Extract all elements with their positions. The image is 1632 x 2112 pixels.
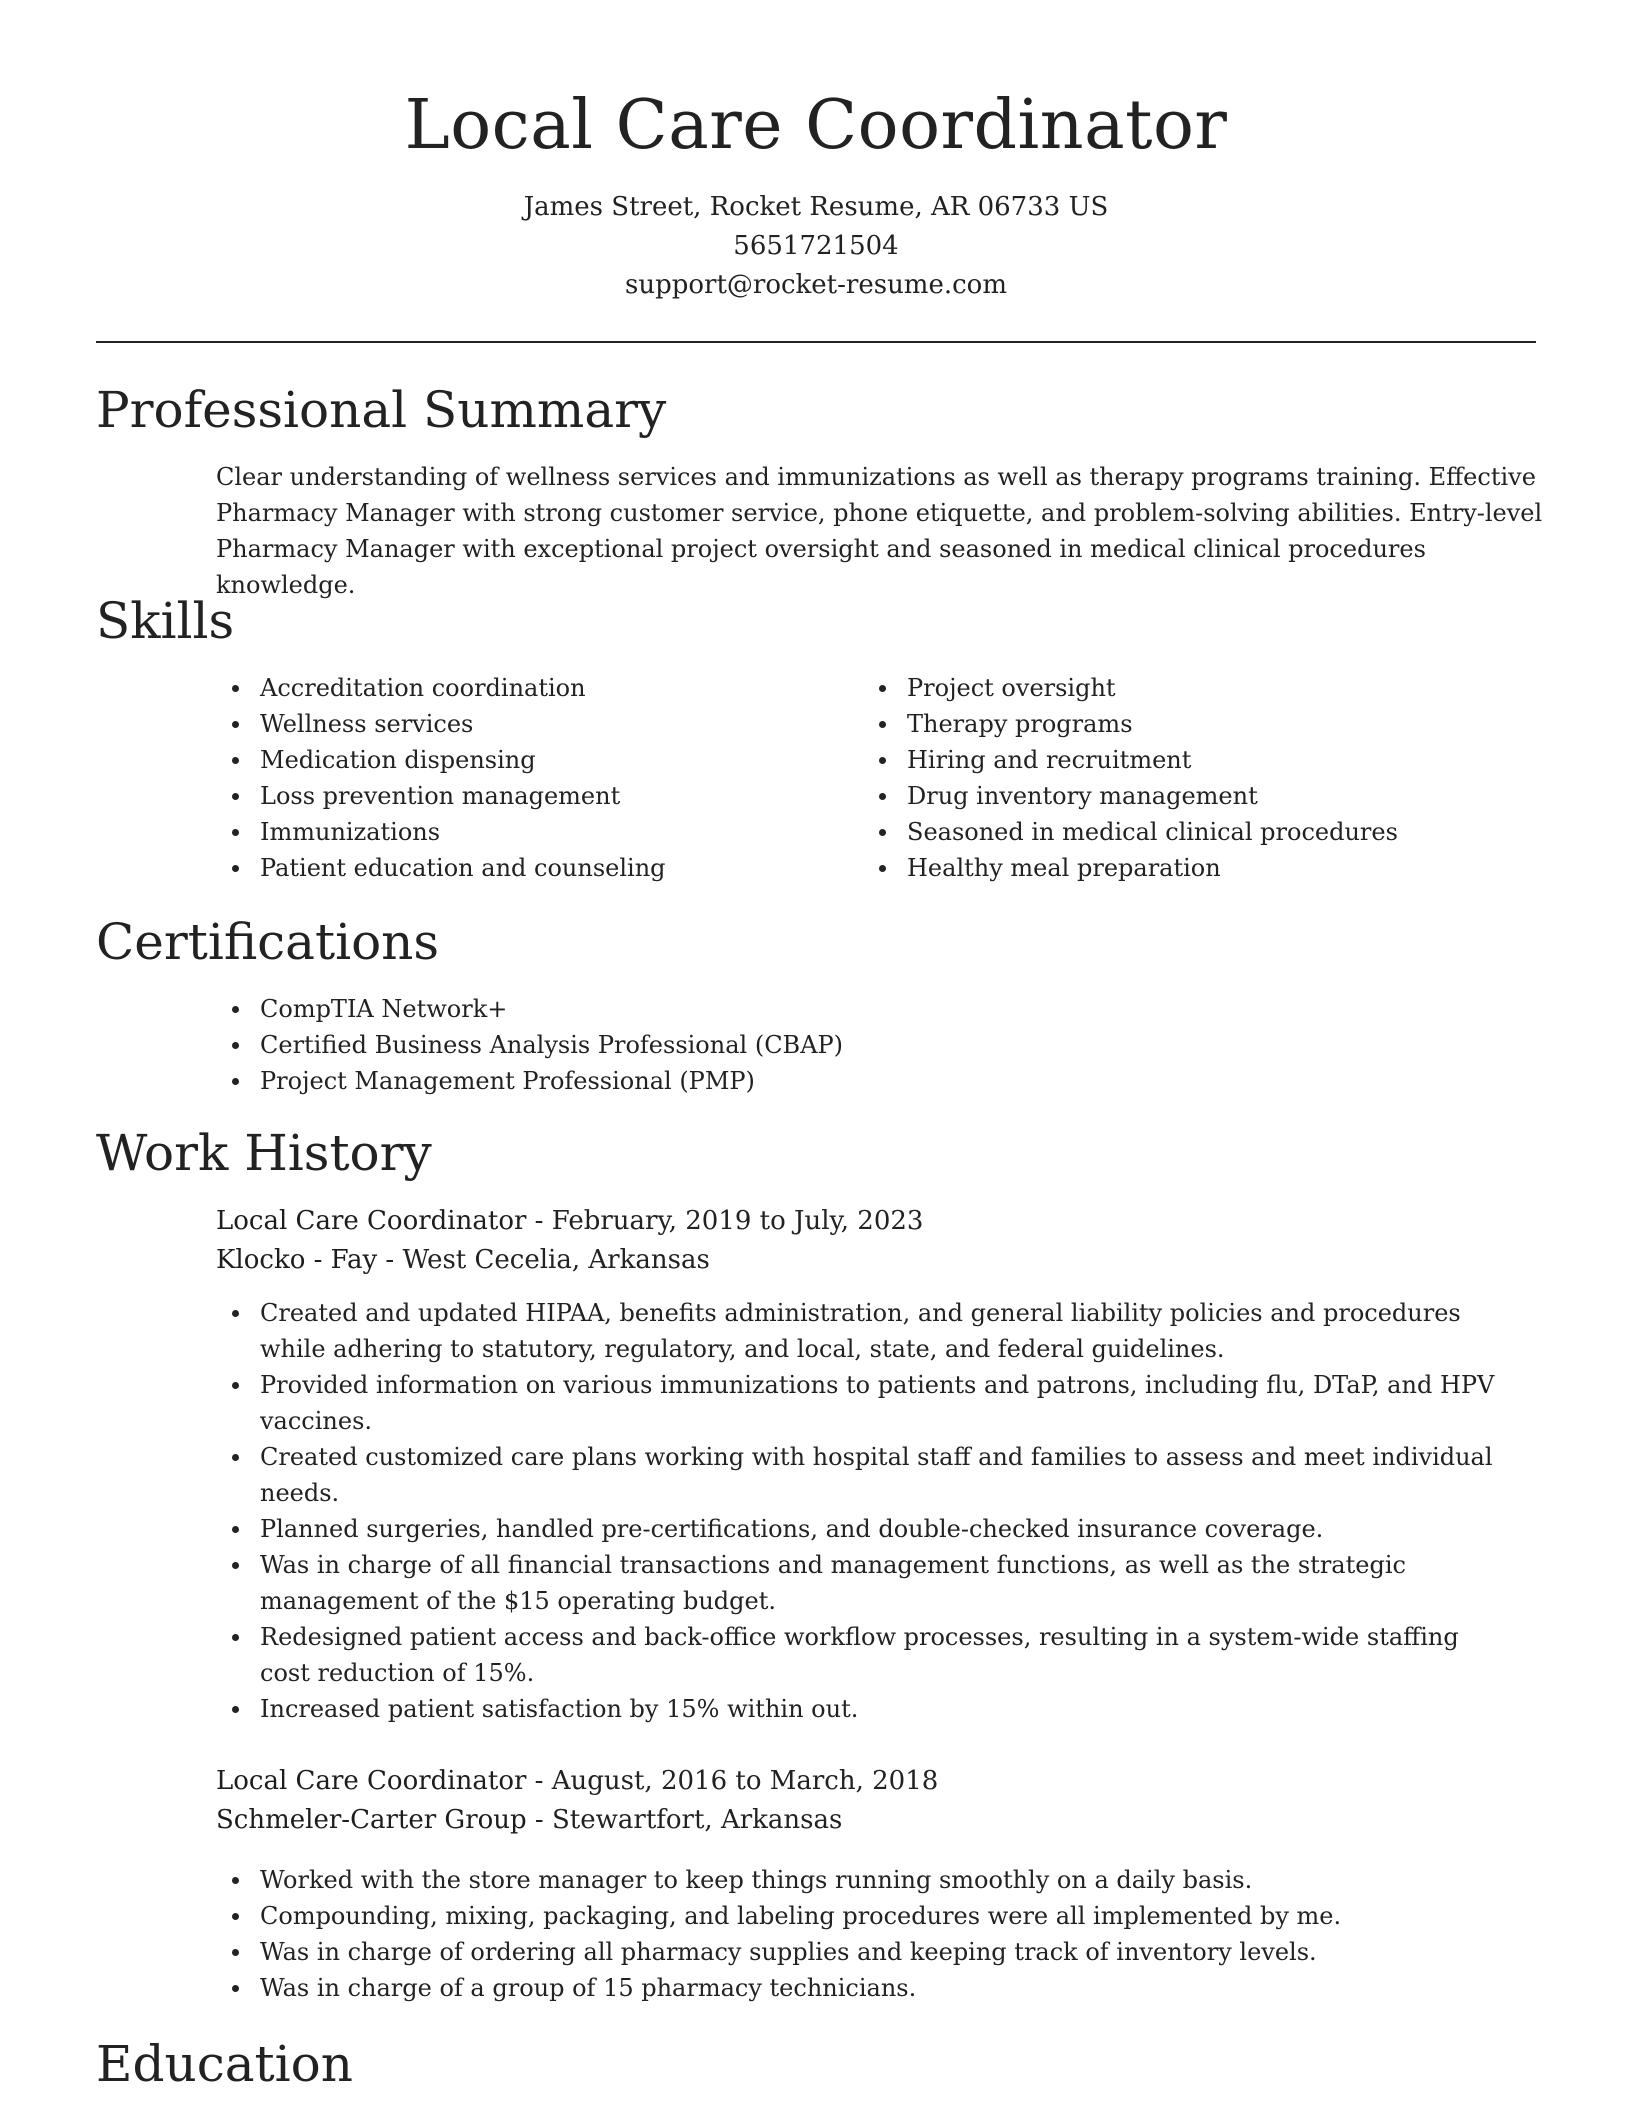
job-2-location: - Stewartfort, Arkansas xyxy=(526,1805,843,1835)
job-1-bullets xyxy=(216,1295,1516,1727)
skill-item: Hiring and recruitment xyxy=(863,742,1543,778)
certifications-list xyxy=(216,991,1536,1099)
job-1-location: - West Cecelia, Arkansas xyxy=(377,1245,710,1275)
job-bullet: Was in charge of all financial transactions and management functions, as well as the strategic management of the $15 operating budget. xyxy=(216,1547,1516,1619)
job-2-company: Schmeler-Carter Group xyxy=(216,1805,527,1835)
job-1-role: Local Care Coordinator xyxy=(216,1206,527,1236)
job-1-title-line xyxy=(216,1202,923,1241)
contact-email: support@rocket-resume.com xyxy=(624,270,1007,300)
job-1-header xyxy=(216,1202,923,1280)
summary-text: Clear understanding of wellness services and immunizations as well as therapy programs training. Effective Pharmacy Manager with strong customer service, phone etiquette, and problem-solving abilities. Entry-level Pharmacy Manager with exceptional project oversight and seasoned in medical clinical procedures knowledge. xyxy=(216,463,1543,599)
job-bullet: Created customized care plans working with hospital staff and families to assess and meet individual needs. xyxy=(216,1439,1516,1511)
certification-item: CompTIA Network+ xyxy=(216,991,1536,1027)
header-divider xyxy=(96,341,1536,343)
job-2-company-line xyxy=(216,1801,938,1840)
skills-list-left xyxy=(216,670,856,886)
job-bullet: Compounding, mixing, packaging, and labeling procedures were all implemented by me. xyxy=(216,1898,1516,1934)
contact-block xyxy=(0,188,1632,305)
job-1-company: Klocko - Fay xyxy=(216,1245,378,1275)
job-bullet: Was in charge of a group of 15 pharmacy technicians. xyxy=(216,1970,1516,2006)
certification-item: Certified Business Analysis Professional (CBAP) xyxy=(216,1027,1536,1063)
job-bullet: Redesigned patient access and back-office workflow processes, resulting in a system-wide staffing cost reduction of 15%. xyxy=(216,1619,1516,1691)
education-heading: Education xyxy=(96,2035,353,2093)
skill-item: Accreditation coordination xyxy=(216,670,856,706)
contact-address: James Street, Rocket Resume, AR 06733 US xyxy=(523,192,1109,222)
job-bullet: Created and updated HIPAA, benefits administration, and general liability policies and procedures while adhering to statutory, regulatory, and local, state, and federal guidelines. xyxy=(216,1295,1516,1367)
skill-item: Immunizations xyxy=(216,814,856,850)
certification-item: Project Management Professional (PMP) xyxy=(216,1063,1536,1099)
job-2-bullets xyxy=(216,1862,1516,2006)
skill-item: Drug inventory management xyxy=(863,778,1543,814)
job-2-title-line xyxy=(216,1762,938,1801)
skill-item: Seasoned in medical clinical procedures xyxy=(863,814,1543,850)
skills-heading: Skills xyxy=(96,592,235,650)
job-bullet: Planned surgeries, handled pre-certifications, and double-checked insurance coverage. xyxy=(216,1511,1516,1547)
job-2-header xyxy=(216,1762,938,1840)
job-1-company-line xyxy=(216,1241,923,1280)
job-bullet: Provided information on various immunizations to patients and patrons, including flu, DTaP, and HPV vaccines. xyxy=(216,1367,1516,1439)
skills-list-right xyxy=(863,670,1543,886)
skill-item: Therapy programs xyxy=(863,706,1543,742)
certifications-heading: Certifications xyxy=(96,913,440,971)
job-2-role: Local Care Coordinator xyxy=(216,1766,527,1796)
skill-item: Wellness services xyxy=(216,706,856,742)
contact-phone: 5651721504 xyxy=(733,231,899,261)
skill-item: Medication dispensing xyxy=(216,742,856,778)
job-bullet: Worked with the store manager to keep things running smoothly on a daily basis. xyxy=(216,1862,1516,1898)
resume-header xyxy=(0,0,1632,305)
job-bullet: Increased patient satisfaction by 15% within out. xyxy=(216,1691,1516,1727)
work-history-heading: Work History xyxy=(96,1124,432,1182)
summary-heading: Professional Summary xyxy=(96,381,667,439)
job-1-dates: - February, 2019 to July, 2023 xyxy=(526,1206,924,1236)
candidate-name: Local Care Coordinator xyxy=(404,86,1228,165)
skill-item: Healthy meal preparation xyxy=(863,850,1543,886)
job-2-dates: - August, 2016 to March, 2018 xyxy=(526,1766,939,1796)
skill-item: Loss prevention management xyxy=(216,778,856,814)
skill-item: Patient education and counseling xyxy=(216,850,856,886)
job-bullet: Was in charge of ordering all pharmacy supplies and keeping track of inventory levels. xyxy=(216,1934,1516,1970)
skill-item: Project oversight xyxy=(863,670,1543,706)
